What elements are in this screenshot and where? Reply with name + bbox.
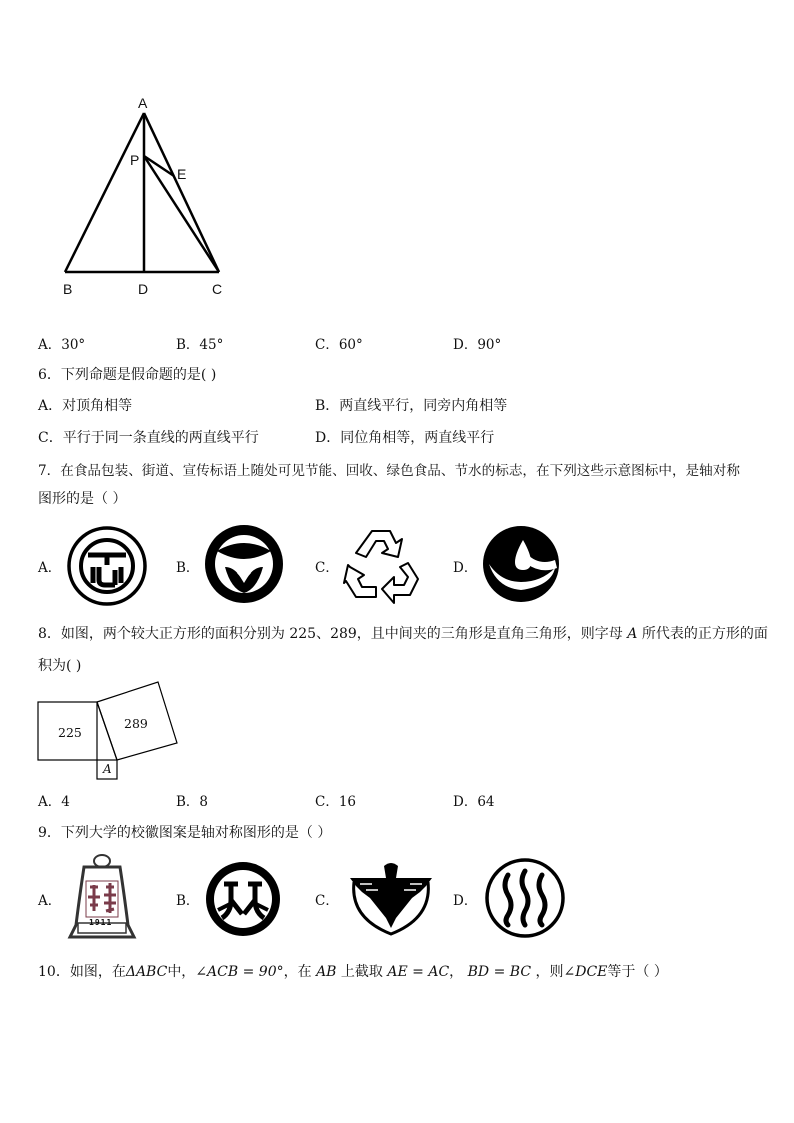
q9-option-c-label[interactable]: C． xyxy=(315,893,339,909)
bell-badge-icon[interactable] xyxy=(66,853,138,947)
q9-option-b-label[interactable]: B． xyxy=(176,893,200,909)
point-label-c: C xyxy=(212,281,223,297)
right-square-label: 289 xyxy=(124,716,148,731)
point-label-e: E xyxy=(177,166,187,182)
peking-university-badge-icon[interactable] xyxy=(204,860,282,938)
q6-option-b[interactable]: B．两直线平行，同旁内角相等 xyxy=(315,398,508,414)
q7-stem-line2: 图形的是（ ） xyxy=(38,491,127,507)
q9-option-d-label[interactable]: D． xyxy=(453,893,478,909)
q10-stem: 10．如图，在ΔABC中，∠ACB = 90°，在 AB 上截取 AE = AC， BD = BC ，则∠DCE等于（ ） xyxy=(38,964,668,980)
q8-option-c[interactable]: C．16 xyxy=(315,794,357,810)
point-label-p: P xyxy=(130,152,140,168)
q8-stem-line2: 积为( ) xyxy=(38,658,82,674)
q7-option-b-label[interactable]: B． xyxy=(176,560,200,576)
q8-option-d[interactable]: D．64 xyxy=(453,794,495,810)
left-square-label: 225 xyxy=(58,725,82,740)
q6-option-c[interactable]: C．平行于同一条直线的两直线平行 xyxy=(38,430,259,446)
q6-option-d[interactable]: D．同位角相等，两直线平行 xyxy=(315,430,495,446)
q7-option-d-label[interactable]: D． xyxy=(453,560,478,576)
q7-option-c-label[interactable]: C． xyxy=(315,560,339,576)
q6-stem: 6．下列命题是假命题的是( ) xyxy=(38,367,217,383)
q7-stem-line1: 7．在食品包装、街道、宣传标语上随处可见节能、回收、绿色食品、节水的标志，在下列这些示意图标中，是轴对称 xyxy=(38,463,740,479)
point-label-a: A xyxy=(138,95,148,111)
q5-option-a[interactable]: A．30° xyxy=(38,337,86,353)
q8-stem-line1: 8．如图，两个较大正方形的面积分别为 225、289，且中间夹的三角形是直角三角形，则字母 A 所代表的正方形的面 xyxy=(38,626,768,642)
waves-badge-icon[interactable] xyxy=(484,857,566,939)
q6-option-a[interactable]: A．对顶角相等 xyxy=(38,398,133,414)
point-label-b: B xyxy=(63,281,73,297)
triangle-hypotenuse xyxy=(97,702,117,760)
q8-option-b[interactable]: B．8 xyxy=(176,794,209,810)
small-square-label: A xyxy=(103,762,112,776)
q7-option-a-label[interactable]: A． xyxy=(38,560,62,576)
eagle-badge-icon[interactable] xyxy=(348,858,434,936)
point-label-d: D xyxy=(138,281,149,297)
q9-stem: 9．下列大学的校徽图案是轴对称图形的是（ ） xyxy=(38,825,332,841)
q5-option-c[interactable]: C．60° xyxy=(315,337,363,353)
q8-option-a[interactable]: A．4 xyxy=(38,794,70,810)
bell-badge-year: 1911 xyxy=(89,918,113,927)
q5-option-d[interactable]: D．90° xyxy=(453,337,502,353)
q5-option-b[interactable]: B．45° xyxy=(176,337,224,353)
q9-option-a-label[interactable]: A． xyxy=(38,893,62,909)
